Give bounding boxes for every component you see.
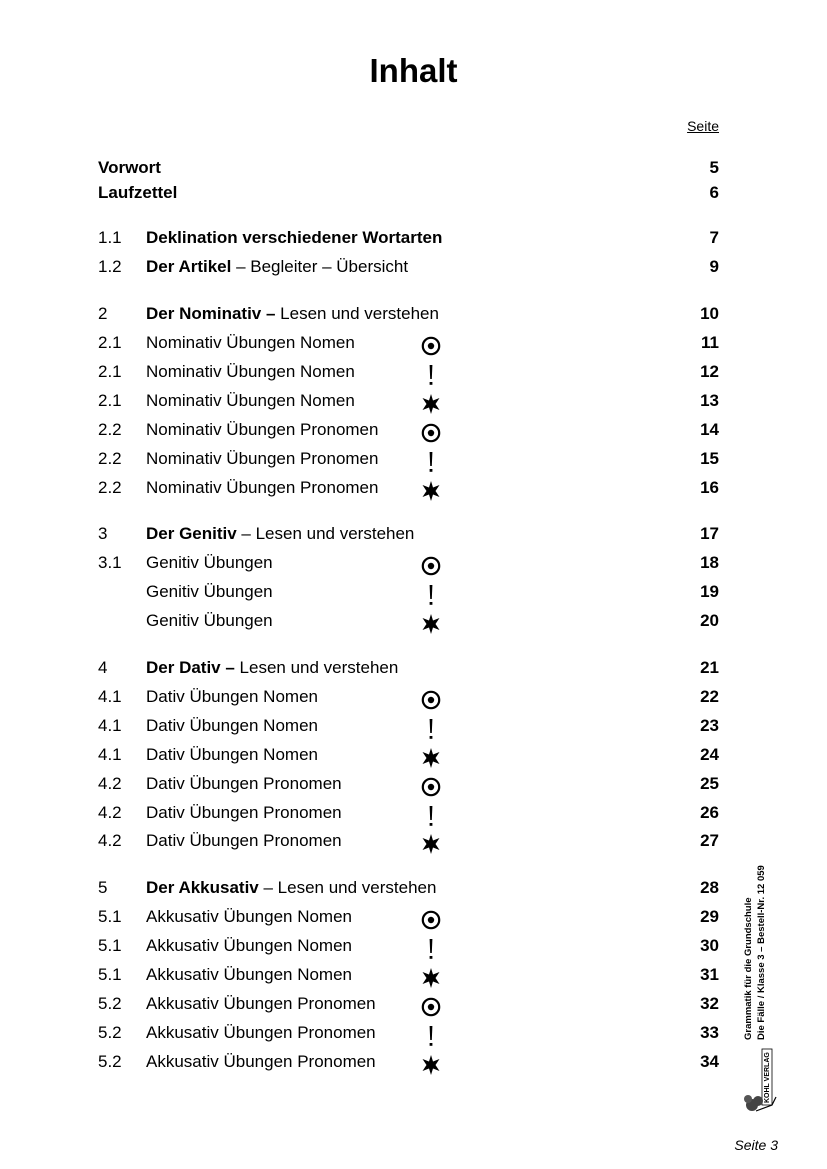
exclamation-icon: [420, 1023, 442, 1049]
page-number: 31: [700, 965, 719, 984]
page-number: 28: [700, 878, 719, 897]
entry-title-text: Akkusativ Übungen Pronomen: [146, 994, 376, 1013]
toc-entry: [0, 1023, 827, 1047]
entry-title-text: Dativ Übungen Nomen: [146, 745, 318, 764]
section-number: 5.1: [98, 907, 122, 926]
entry-title: [146, 687, 318, 707]
toc-entry: [0, 965, 827, 989]
entry-title: [146, 716, 318, 736]
entry-title: [146, 449, 378, 469]
entry-title-text: Nominativ Übungen Nomen: [146, 333, 355, 352]
toc-entry: [0, 803, 827, 827]
target-icon: [420, 333, 442, 359]
target-icon: [420, 553, 442, 579]
section-number: 2: [98, 304, 108, 323]
target-icon: [420, 907, 442, 933]
page-number: 7: [709, 228, 719, 247]
section-number: 4.1: [98, 745, 122, 764]
section-number: 2.1: [98, 391, 122, 410]
target-icon: [420, 420, 442, 446]
entry-title-text: – Lesen und verstehen: [236, 524, 415, 543]
toc-entry: [0, 774, 827, 798]
toc-entry: [0, 391, 827, 415]
side-line-1: Grammatik für die Grundschule: [743, 897, 754, 1040]
entry-title-bold: Vorwort: [98, 158, 161, 177]
star-icon: [420, 745, 442, 771]
exclamation-icon: [420, 803, 442, 829]
exclamation-icon: [420, 582, 442, 608]
target-icon: [420, 994, 442, 1020]
page-number: 18: [700, 553, 719, 572]
entry-title-bold: Deklination verschiedener Wortarten: [146, 228, 443, 247]
entry-title: [146, 1023, 376, 1043]
entry-title-text: Akkusativ Übungen Pronomen: [146, 1052, 376, 1071]
star-icon: [420, 965, 442, 991]
toc-entry: [0, 994, 827, 1018]
page-number: 32: [700, 994, 719, 1013]
entry-title-text: Akkusativ Übungen Nomen: [146, 965, 353, 984]
exclamation-icon: [420, 716, 442, 742]
entry-title-text: Nominativ Übungen Nomen: [146, 362, 355, 381]
side-imprint: [742, 840, 786, 1040]
toc-entry: [0, 228, 827, 252]
target-icon: [420, 687, 442, 713]
toc-entry: [0, 1052, 827, 1076]
page-column-header: Seite: [687, 118, 719, 134]
page-number: 19: [700, 582, 719, 601]
section-number: 2.2: [98, 478, 122, 497]
toc-entry: [0, 658, 827, 682]
section-number: 2.2: [98, 420, 122, 439]
section-number: 2.1: [98, 362, 122, 381]
page-number: 25: [700, 774, 719, 793]
exclamation-icon: [420, 449, 442, 475]
page-number: 13: [700, 391, 719, 410]
entry-title-bold: Laufzettel: [98, 183, 178, 202]
entry-title: [146, 524, 414, 544]
entry-title: [146, 333, 355, 353]
page-number: 29: [700, 907, 719, 926]
toc-entry: [0, 687, 827, 711]
section-number: 5.2: [98, 994, 122, 1013]
entry-title: [146, 478, 378, 498]
entry-title-text: Dativ Übungen Pronomen: [146, 774, 342, 793]
publisher-logo: [742, 1045, 780, 1117]
star-icon: [420, 391, 442, 417]
section-number: 5: [98, 878, 108, 897]
section-number: 5.1: [98, 965, 122, 984]
section-number: 3.1: [98, 553, 122, 572]
toc-entry: [0, 333, 827, 357]
toc-entry: [0, 183, 827, 207]
entry-title-text: Nominativ Übungen Pronomen: [146, 420, 379, 439]
star-icon: [420, 831, 442, 857]
entry-title: [146, 582, 273, 602]
entry-title-text: Dativ Übungen Nomen: [146, 716, 318, 735]
page-number: 24: [700, 745, 719, 764]
toc-entry: [0, 745, 827, 769]
section-number: 1.1: [98, 228, 122, 247]
section-number: 5.2: [98, 1023, 122, 1042]
exclamation-icon: [420, 936, 442, 962]
toc-entry: [0, 478, 827, 502]
entry-title: [146, 965, 352, 985]
page-number: 9: [709, 257, 719, 276]
star-icon: [420, 611, 442, 637]
page-number: 5: [709, 158, 719, 177]
star-icon: [420, 1052, 442, 1078]
entry-title: [146, 362, 355, 382]
page-number: 6: [709, 183, 719, 202]
entry-title-text: Akkusativ Übungen Pronomen: [146, 1023, 376, 1042]
entry-title: [146, 228, 442, 248]
entry-title-text: Nominativ Übungen Pronomen: [146, 449, 379, 468]
section-number: 4.2: [98, 774, 122, 793]
entry-title-text: Dativ Übungen Pronomen: [146, 831, 342, 850]
section-number: 4: [98, 658, 108, 677]
section-number: 2.1: [98, 333, 122, 352]
page-number-footer: Seite 3: [734, 1137, 778, 1153]
page-number: 10: [700, 304, 719, 323]
entry-title: [146, 803, 342, 823]
section-number: 5.2: [98, 1052, 122, 1071]
page-number: 34: [700, 1052, 719, 1071]
entry-title-text: Genitiv Übungen: [146, 611, 273, 630]
side-line-2: Die Fälle / Klasse 3 – Bestell-Nr. 12 059: [756, 865, 767, 1040]
entry-title-bold: Der Dativ –: [146, 658, 235, 677]
entry-title: [98, 158, 161, 178]
section-number: 4.2: [98, 831, 122, 850]
exclamation-icon: [420, 362, 442, 388]
page-number: 21: [700, 658, 719, 677]
entry-title: [146, 420, 378, 440]
entry-title-bold: Der Akkusativ: [146, 878, 259, 897]
section-number: 2.2: [98, 449, 122, 468]
page-number: 20: [700, 611, 719, 630]
toc-entry: [0, 582, 827, 606]
toc-entry: [0, 936, 827, 960]
entry-title-text: Lesen und verstehen: [234, 658, 399, 677]
toc-entry: [0, 524, 827, 548]
toc-entry: [0, 716, 827, 740]
entry-title: [146, 831, 342, 851]
entry-title: [146, 907, 352, 927]
entry-title-text: – Begleiter – Übersicht: [231, 257, 409, 276]
entry-title-text: Dativ Übungen Nomen: [146, 687, 318, 706]
entry-title-text: Akkusativ Übungen Nomen: [146, 907, 353, 926]
section-number: 1.2: [98, 257, 122, 276]
page-number: 12: [700, 362, 719, 381]
entry-title-bold: Der Genitiv: [146, 524, 237, 543]
entry-title: [146, 257, 408, 277]
entry-title-text: Nominativ Übungen Pronomen: [146, 478, 379, 497]
svg-text:KOHL VERLAG: KOHL VERLAG: [764, 1052, 771, 1103]
entry-title: [146, 391, 355, 411]
page-number: 14: [700, 420, 719, 439]
entry-title: [98, 183, 177, 203]
page-number: 23: [700, 716, 719, 735]
entry-title-text: Genitiv Übungen: [146, 582, 273, 601]
entry-title: [146, 611, 273, 631]
entry-title: [146, 745, 318, 765]
entry-title: [146, 304, 439, 324]
page-title: Inhalt: [369, 52, 458, 89]
page-number: 17: [700, 524, 719, 543]
page-number: 26: [700, 803, 719, 822]
toc-entry: [0, 553, 827, 577]
entry-title: [146, 878, 436, 898]
toc-entry: [0, 257, 827, 281]
entry-title: [146, 658, 398, 678]
section-number: 4.1: [98, 687, 122, 706]
section-number: 4.1: [98, 716, 122, 735]
page-number: 15: [700, 449, 719, 468]
page-number: 33: [700, 1023, 719, 1042]
entry-title: [146, 936, 352, 956]
page-number: 22: [700, 687, 719, 706]
toc-entry: [0, 449, 827, 473]
entry-title-text: Akkusativ Übungen Nomen: [146, 936, 353, 955]
entry-title-bold: Der Artikel: [146, 257, 232, 276]
entry-title-text: Nominativ Übungen Nomen: [146, 391, 355, 410]
entry-title-text: Lesen und verstehen: [275, 304, 439, 323]
star-icon: [420, 478, 442, 504]
entry-title: [146, 994, 376, 1014]
entry-title-text: Dativ Übungen Pronomen: [146, 803, 342, 822]
entry-title: [146, 774, 342, 794]
page-number: 30: [700, 936, 719, 955]
toc-entry: [0, 304, 827, 328]
toc-entry: [0, 831, 827, 855]
page-number: 27: [700, 831, 719, 850]
toc-entry: [0, 362, 827, 386]
section-number: 3: [98, 524, 108, 543]
entry-title-text: Genitiv Übungen: [146, 553, 273, 572]
section-number: 5.1: [98, 936, 122, 955]
page-number: 11: [701, 333, 719, 352]
page-number: 16: [700, 478, 719, 497]
toc-entry: [0, 611, 827, 635]
toc-entry: [0, 878, 827, 902]
section-number: 4.2: [98, 803, 122, 822]
entry-title-bold: Der Nominativ –: [146, 304, 276, 323]
entry-title: [146, 1052, 376, 1072]
entry-title: [146, 553, 273, 573]
entry-title-text: – Lesen und verstehen: [258, 878, 437, 897]
target-icon: [420, 774, 442, 800]
toc-entry: [0, 907, 827, 931]
toc-entry: [0, 158, 827, 182]
toc-entry: [0, 420, 827, 444]
